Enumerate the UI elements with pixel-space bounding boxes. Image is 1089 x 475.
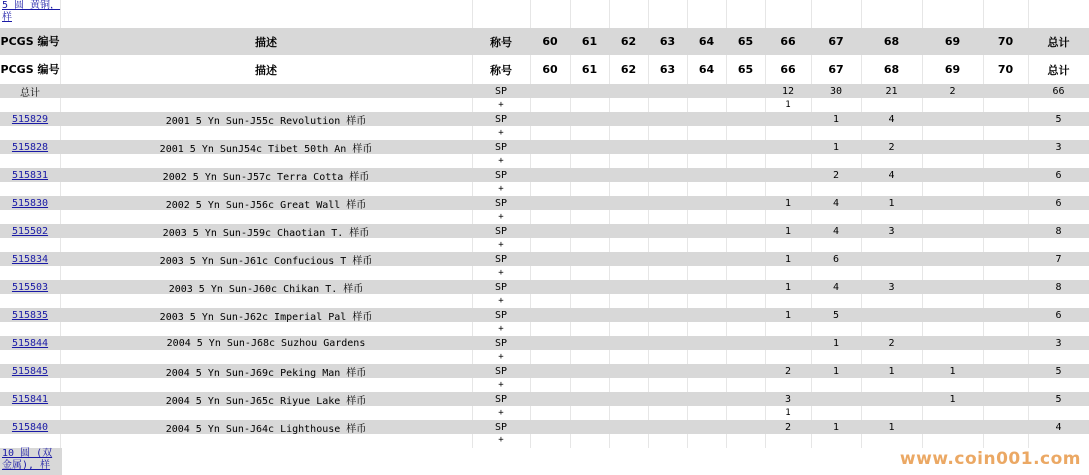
plus-row (0, 182, 1089, 196)
coin-grade-count (687, 336, 726, 350)
plus-row (0, 350, 1089, 364)
totals-grade-count (530, 84, 570, 98)
coin-grade-count (648, 112, 687, 126)
coin-designation: SP (494, 421, 508, 433)
coin-grade-count (765, 336, 811, 350)
pcgs-number-link[interactable]: 515844 (11, 337, 49, 349)
coin-grade-count (648, 196, 687, 210)
table-row (0, 112, 1089, 126)
plus-sign: + (498, 100, 504, 110)
header-grade-label: 62 (620, 63, 637, 76)
above-count (765, 294, 811, 308)
totals-grade-count (983, 84, 1028, 98)
pcgs-number-cell[interactable] (0, 308, 60, 322)
coin-grade-count: 1 (832, 365, 840, 377)
coin-grade-count (609, 420, 648, 434)
coin-grade-count (648, 140, 687, 154)
table-row (0, 252, 1089, 266)
pcgs-number-cell[interactable] (0, 252, 60, 266)
header-total: 总计 (1047, 35, 1070, 49)
coin-grade-count (648, 420, 687, 434)
totals-grade-count (570, 84, 609, 98)
coin-grade-count: 1 (832, 141, 840, 153)
above-count (765, 238, 811, 252)
header-grade-label: 65 (737, 63, 754, 76)
coin-grade-count: 3 (784, 393, 792, 405)
coin-grade-count (530, 420, 570, 434)
coin-grade-count (687, 420, 726, 434)
coin-grade-count: 1 (784, 253, 792, 265)
coin-grade-count: 1 (949, 365, 956, 377)
coin-grade-count (570, 224, 609, 238)
above-count (765, 154, 811, 168)
coin-grade-count (609, 336, 648, 350)
plus-row (0, 434, 1089, 446)
coin-grade-count (530, 168, 570, 182)
coin-grade-count (570, 364, 609, 378)
header-grade-label: 68 (883, 35, 900, 48)
coin-grade-count (570, 196, 609, 210)
totals-grade-count: 12 (781, 85, 795, 97)
coin-grade-count (983, 140, 1028, 154)
header-row-1 (0, 28, 1089, 55)
coin-grade-count (726, 420, 765, 434)
plus-sign: + (498, 352, 504, 362)
coin-designation: SP (494, 253, 508, 265)
coin-grade-count: 1 (888, 197, 895, 209)
plus-sign: + (498, 408, 504, 418)
plus-row (0, 210, 1089, 224)
coin-grade-count (648, 364, 687, 378)
pcgs-number-cell[interactable] (0, 224, 60, 238)
coin-description: 2003 5 Yn Sun-J60c Chikan T. 样币 (168, 283, 364, 295)
coin-grade-count (570, 308, 609, 322)
header-pcgs: PCGS 编号 (0, 34, 60, 48)
coin-grade-count (687, 140, 726, 154)
header-grade-label: 60 (542, 63, 558, 76)
pcgs-number-link[interactable]: 515828 (11, 141, 49, 153)
coin-grade-count (922, 280, 983, 294)
coin-grade-count (726, 224, 765, 238)
totals-label: 总计 (20, 87, 40, 99)
coin-designation: SP (494, 169, 508, 181)
coin-grade-count (726, 392, 765, 406)
coin-grade-count (648, 252, 687, 266)
coin-grade-count (726, 168, 765, 182)
coin-grade-count (530, 140, 570, 154)
coin-grade-count: 1 (784, 281, 792, 293)
coin-grade-count (765, 112, 811, 126)
coin-total: 5 (1055, 393, 1062, 405)
header-grade-label: 69 (944, 35, 961, 48)
above-count (765, 378, 811, 392)
plus-row (0, 154, 1089, 168)
coin-grade-count (609, 140, 648, 154)
coin-grade-count (765, 140, 811, 154)
coin-description: 2002 5 Yn Sun-J57c Terra Cotta 样币 (162, 171, 370, 183)
coin-grade-count: 4 (832, 225, 840, 237)
totals-grade-count (687, 84, 726, 98)
coin-grade-count (983, 252, 1028, 266)
coin-grade-count: 6 (832, 253, 840, 265)
header-grade-label: 64 (698, 35, 715, 48)
totals-grade-count (726, 84, 765, 98)
plus-row (0, 126, 1089, 140)
coin-description: 2001 5 Yn SunJ54c Tibet 50th An 样币 (159, 143, 373, 155)
coin-grade-count: 4 (888, 113, 895, 125)
coin-grade-count (983, 224, 1028, 238)
pcgs-number-link[interactable]: 515841 (11, 393, 49, 405)
header-designation-repeat: 称号 (490, 63, 512, 77)
plus-sign: + (498, 212, 504, 222)
coin-grade-count (726, 112, 765, 126)
coin-description: 2003 5 Yn Sun-J59c Chaotian T. 样币 (162, 227, 370, 239)
header-description-repeat: 描述 (255, 63, 277, 77)
coin-designation: SP (494, 393, 508, 405)
coin-grade-count (530, 336, 570, 350)
pcgs-number-cell[interactable] (0, 112, 60, 126)
coin-grade-count (570, 336, 609, 350)
pcgs-number-cell[interactable] (0, 168, 60, 182)
coin-total: 8 (1055, 281, 1062, 293)
coin-grade-count: 3 (888, 225, 895, 237)
coin-grade-count (726, 364, 765, 378)
coin-designation: SP (494, 197, 508, 209)
pcgs-number-cell[interactable] (0, 364, 60, 378)
coin-grade-count (726, 196, 765, 210)
coin-grade-count (609, 196, 648, 210)
coin-grade-count (570, 280, 609, 294)
coin-grade-count: 2 (888, 141, 895, 153)
coin-grade-count (570, 392, 609, 406)
coin-grade-count (687, 224, 726, 238)
coin-grade-count (922, 140, 983, 154)
coin-grade-count (861, 308, 922, 322)
coin-total: 4 (1055, 421, 1062, 433)
coin-grade-count (687, 392, 726, 406)
table-row (0, 392, 1089, 406)
coin-grade-count (765, 168, 811, 182)
coin-grade-count (726, 308, 765, 322)
header-pcgs-repeat: PCGS 编号 (0, 62, 60, 76)
coin-grade-count: 1 (832, 421, 840, 433)
coin-grade-count (726, 336, 765, 350)
pcgs-number-cell[interactable] (0, 196, 60, 210)
header-grade-label: 69 (944, 63, 961, 76)
plus-row (0, 322, 1089, 336)
totals-grade-count (648, 84, 687, 98)
coin-grade-count (922, 224, 983, 238)
coin-grade-count (726, 252, 765, 266)
plus-sign: + (498, 435, 504, 445)
header-grade-label: 68 (883, 63, 900, 76)
coin-grade-count (648, 392, 687, 406)
coin-grade-count (922, 252, 983, 266)
above-count (765, 266, 811, 280)
pcgs-number-cell[interactable] (0, 336, 60, 350)
coin-grade-count: 1 (832, 113, 840, 125)
coin-grade-count (687, 112, 726, 126)
header-grade-label: 67 (828, 35, 844, 48)
coin-grade-count (687, 168, 726, 182)
coin-grade-count (983, 336, 1028, 350)
plus-row (0, 406, 1089, 420)
coin-grade-count (983, 420, 1028, 434)
coin-grade-count (530, 224, 570, 238)
coin-grade-count (530, 308, 570, 322)
pcgs-number-cell[interactable] (0, 420, 60, 434)
coin-grade-count (648, 280, 687, 294)
coin-grade-count (530, 112, 570, 126)
header-grade-label: 61 (581, 35, 598, 48)
totals-row (0, 84, 1089, 98)
coin-grade-count (530, 280, 570, 294)
coin-designation: SP (494, 365, 508, 377)
coin-grade-count (609, 112, 648, 126)
header-grade-label: 65 (737, 35, 754, 48)
coin-grade-count (861, 252, 922, 266)
coin-grade-count (811, 392, 861, 406)
coin-grade-count (983, 196, 1028, 210)
coin-grade-count: 3 (888, 281, 895, 293)
coin-grade-count (570, 168, 609, 182)
plus-row (0, 294, 1089, 308)
coin-grade-count: 2 (832, 169, 840, 181)
coin-grade-count (609, 280, 648, 294)
table-row (0, 280, 1089, 294)
coin-grade-count (570, 420, 609, 434)
header-grade-label: 64 (698, 63, 715, 76)
coin-grade-count (983, 112, 1028, 126)
coin-designation: SP (494, 225, 508, 237)
coin-grade-count (922, 308, 983, 322)
table-row (0, 168, 1089, 182)
coin-grade-count (530, 252, 570, 266)
coin-grade-count (648, 168, 687, 182)
coin-grade-count (922, 336, 983, 350)
coin-grade-count (687, 308, 726, 322)
coin-grade-count (530, 364, 570, 378)
above-count (765, 350, 811, 364)
plus-row (0, 378, 1089, 392)
plus-sign: + (498, 156, 504, 166)
coin-grade-count: 2 (888, 337, 895, 349)
coin-grade-count: 4 (888, 169, 895, 181)
header-grade-label: 70 (997, 63, 1014, 76)
pcgs-number-cell[interactable] (0, 392, 60, 406)
coin-designation: SP (494, 281, 508, 293)
coin-description: 2003 5 Yn Sun-J62c Imperial Pal 样币 (159, 311, 373, 323)
plus-sign: + (498, 324, 504, 334)
coin-total: 7 (1055, 253, 1062, 265)
table-row (0, 364, 1089, 378)
coin-grade-count (687, 196, 726, 210)
plus-sign: + (498, 268, 504, 278)
category-link-bottom[interactable] (0, 448, 62, 475)
coin-grade-count: 4 (832, 197, 840, 209)
coin-grade-count (983, 364, 1028, 378)
coin-grade-count (530, 196, 570, 210)
coin-grade-count (861, 392, 922, 406)
header-row-2 (0, 56, 1089, 83)
coin-grade-count: 1 (784, 309, 792, 321)
coin-description: 2001 5 Yn Sun-J55c Revolution 样币 (165, 115, 367, 127)
pcgs-number-link[interactable]: 515834 (11, 253, 49, 265)
coin-description: 2004 5 Yn Sun-J65c Riyue Lake 样币 (165, 395, 367, 407)
coin-grade-count (983, 392, 1028, 406)
coin-grade-count (983, 168, 1028, 182)
plus-sign: + (498, 380, 504, 390)
coin-grade-count (609, 168, 648, 182)
category-link-top-text[interactable]: 5 圆 黄铜，样 (2, 0, 61, 23)
coin-grade-count: 1 (784, 197, 792, 209)
category-link-top[interactable] (0, 0, 62, 26)
above-count (765, 322, 811, 336)
coin-total: 3 (1055, 141, 1062, 153)
coin-description: 2004 5 Yn Sun-J64c Lighthouse 样币 (165, 423, 367, 435)
coin-grade-count (983, 308, 1028, 322)
coin-designation: SP (494, 309, 508, 321)
plus-sign: + (498, 184, 504, 194)
coin-grade-count (648, 336, 687, 350)
pcgs-number-link[interactable]: 515503 (11, 281, 49, 293)
coin-total: 8 (1055, 225, 1062, 237)
table-row (0, 224, 1089, 238)
coin-description: 2004 5 Yn Sun-J69c Peking Man 样币 (165, 367, 367, 379)
coin-grade-count (687, 252, 726, 266)
plus-sign: + (498, 128, 504, 138)
above-count (765, 182, 811, 196)
category-link-bottom-text[interactable]: 10 圆 (双金属), 样 (2, 448, 53, 471)
coin-grade-count: 1 (949, 393, 956, 405)
coin-designation: SP (494, 337, 508, 349)
plus-sign: + (498, 296, 504, 306)
pcgs-number-cell[interactable] (0, 140, 60, 154)
coin-total: 5 (1055, 113, 1062, 125)
header-grade-label: 70 (997, 35, 1014, 48)
coin-designation: SP (494, 141, 508, 153)
totals-grade-count (609, 84, 648, 98)
pcgs-number-link[interactable]: 515831 (11, 169, 49, 181)
coin-grade-count (983, 280, 1028, 294)
coin-grade-count (687, 364, 726, 378)
header-grade-label: 67 (828, 63, 844, 76)
plus-row (0, 98, 1089, 112)
totals-grade-count: 2 (949, 85, 956, 97)
coin-description: 2003 5 Yn Sun-J61c Confucious T 样币 (159, 255, 373, 267)
coin-total: 6 (1055, 309, 1062, 321)
coin-grade-count (609, 252, 648, 266)
header-grade-label: 66 (780, 35, 796, 48)
coin-grade-count (570, 112, 609, 126)
coin-grade-count: 2 (784, 365, 792, 377)
table-row (0, 336, 1089, 350)
coin-grade-count: 5 (832, 309, 840, 321)
coin-total: 5 (1055, 365, 1062, 377)
header-grade-label: 66 (780, 63, 796, 76)
coin-grade-count (609, 364, 648, 378)
coin-total: 6 (1055, 197, 1062, 209)
coin-grade-count (609, 308, 648, 322)
coin-designation: SP (494, 113, 508, 125)
header-description: 描述 (255, 35, 277, 49)
coin-grade-count: 1 (888, 365, 895, 377)
coin-grade-count (609, 392, 648, 406)
coin-grade-count (922, 112, 983, 126)
coin-grade-count: 1 (784, 225, 792, 237)
above-count: 1 (785, 408, 791, 418)
above-count (765, 210, 811, 224)
totals-total: 66 (1052, 85, 1065, 97)
table-row (0, 420, 1089, 434)
plus-row (0, 238, 1089, 252)
coin-grade-count: 1 (888, 421, 895, 433)
coin-description: 2004 5 Yn Sun-J68c Suzhou Gardens (166, 337, 366, 349)
watermark: www.coin001.com (899, 449, 1081, 469)
coin-grade-count: 1 (832, 337, 840, 349)
coin-grade-count (648, 308, 687, 322)
coin-grade-count (922, 168, 983, 182)
header-designation: 称号 (490, 35, 512, 49)
pcgs-number-link[interactable]: 515830 (11, 197, 49, 209)
coin-grade-count (687, 280, 726, 294)
header-grade-label: 61 (581, 63, 598, 76)
coin-grade-count (570, 140, 609, 154)
coin-grade-count: 2 (784, 421, 792, 433)
pcgs-number-link[interactable]: 515835 (11, 309, 49, 321)
above-count: 1 (785, 100, 791, 110)
pcgs-number-cell[interactable] (0, 280, 60, 294)
plus-row (0, 266, 1089, 280)
coin-total: 6 (1055, 169, 1062, 181)
pcgs-number-link[interactable]: 515845 (11, 365, 49, 377)
totals-designation: SP (494, 85, 508, 97)
pcgs-number-link[interactable]: 515829 (11, 113, 49, 125)
coin-grade-count (922, 420, 983, 434)
header-grade-label: 63 (659, 63, 676, 76)
header-grade-label: 62 (620, 35, 637, 48)
above-count (765, 126, 811, 140)
header-grade-label: 60 (542, 35, 558, 48)
pcgs-number-link[interactable]: 515840 (11, 421, 49, 433)
coin-grade-count (570, 252, 609, 266)
coin-grade-count (726, 280, 765, 294)
coin-grade-count (648, 224, 687, 238)
table-row (0, 140, 1089, 154)
table-row (0, 308, 1089, 322)
coin-total: 3 (1055, 337, 1062, 349)
plus-sign: + (498, 240, 504, 250)
coin-grade-count (726, 140, 765, 154)
coin-grade-count (530, 392, 570, 406)
coin-grade-count (609, 224, 648, 238)
header-total: 总计 (1047, 63, 1070, 77)
coin-grade-count (922, 196, 983, 210)
totals-grade-count: 21 (885, 85, 898, 97)
table-row (0, 196, 1089, 210)
totals-grade-count: 30 (829, 85, 843, 97)
coin-grade-count: 4 (832, 281, 840, 293)
header-grade-label: 63 (659, 35, 676, 48)
pcgs-number-link[interactable]: 515502 (11, 225, 49, 237)
coin-description: 2002 5 Yn Sun-J56c Great Wall 样币 (165, 199, 367, 211)
